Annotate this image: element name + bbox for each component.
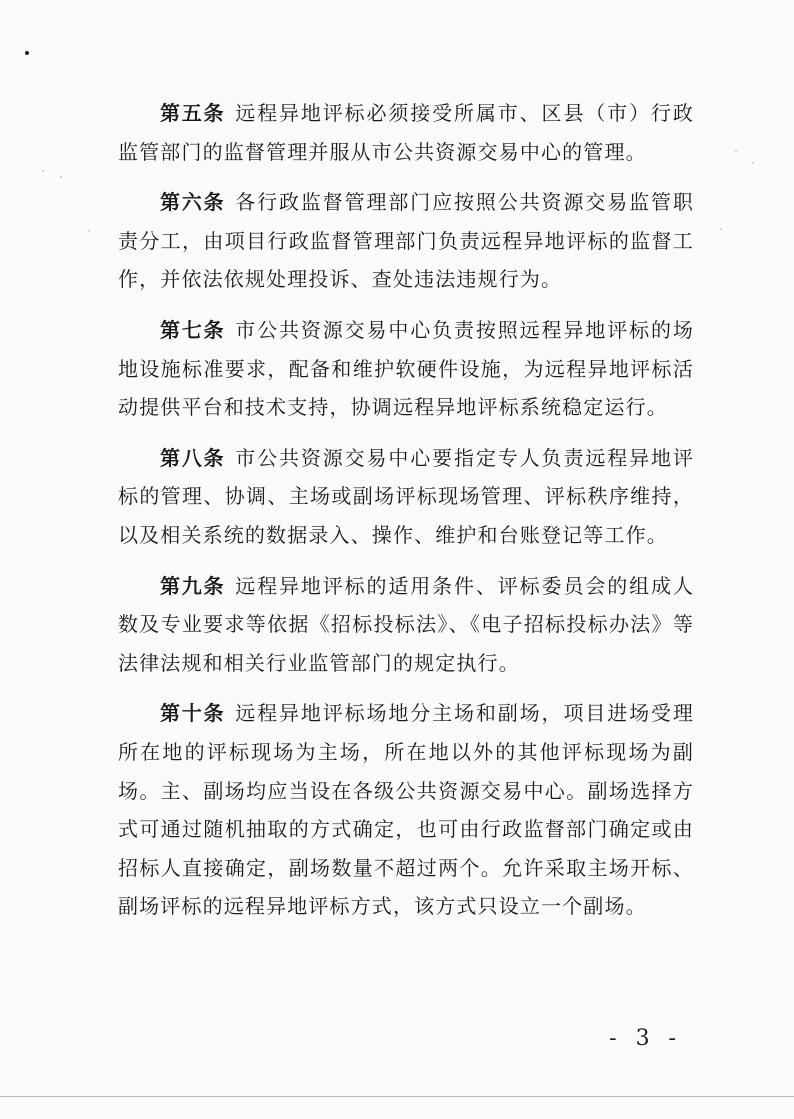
article-text: 远程异地评标的适用条件、评标委员会的组成人数及专业要求等依据《招标投标法》、《电子招标投标办法》等法律法规和相关行业监管部门的规定执行。 xyxy=(118,573,694,675)
article-number: 第六条 xyxy=(160,190,226,215)
article-paragraph xyxy=(118,183,694,299)
scan-speck xyxy=(752,162,754,164)
article-paragraph xyxy=(118,311,694,427)
article-paragraph xyxy=(118,567,694,683)
article-number: 第九条 xyxy=(160,573,226,598)
article-text: 远程异地评标必须接受所属市、区县（市）行政监管部门的监督管理并服从市公共资源交易中心的管理。 xyxy=(118,101,694,164)
article-number: 第八条 xyxy=(160,445,226,470)
scan-speck xyxy=(42,170,44,172)
scan-speck xyxy=(60,176,62,178)
article-number: 第五条 xyxy=(160,101,226,125)
article-number: 第十条 xyxy=(160,701,226,726)
article-text: 各行政监督管理部门应按照公共资源交易监管职责分工，由项目行政监督管理部门负责远程异地评标的监督工作，并依法依规处理投诉、查处违法违规行为。 xyxy=(118,190,694,292)
document-body xyxy=(118,94,694,938)
article-text: 市公共资源交易中心负责按照远程异地评标的场地设施标准要求，配备和维护软硬件设施，为远程异地评标活动提供平台和技术支持，协调远程异地评标系统稳定运行。 xyxy=(118,317,694,420)
article-paragraph xyxy=(118,94,694,171)
scan-speck xyxy=(88,230,90,232)
page-number: - 3 - xyxy=(609,1026,682,1051)
scan-edge-line xyxy=(0,1096,794,1097)
article-paragraph xyxy=(118,694,694,926)
scan-speck xyxy=(735,150,737,152)
article-paragraph xyxy=(118,439,694,555)
article-text: 远程异地评标场地分主场和副场，项目进场受理所在地的评标现场为主场，所在地以外的其他评标现场为副场。主、副场均应当设在各级公共资源交易中心。副场选择方式可通过随机抽取的方式确定，也可由行政监督部门确定或由招标人直接确定，副场数量不超过两个。允许采取主场开标、副场评标的远程异地评标方式，该方式只设立一个副场。 xyxy=(118,701,694,919)
scan-speck xyxy=(720,228,722,230)
article-text: 市公共资源交易中心要指定专人负责远程异地评标的管理、协调、主场或副场评标现场管理、评标秩序维持，以及相关系统的数据录入、操作、维护和台账登记等工作。 xyxy=(118,445,694,547)
scan-dot xyxy=(25,51,29,55)
article-number: 第七条 xyxy=(160,317,226,342)
